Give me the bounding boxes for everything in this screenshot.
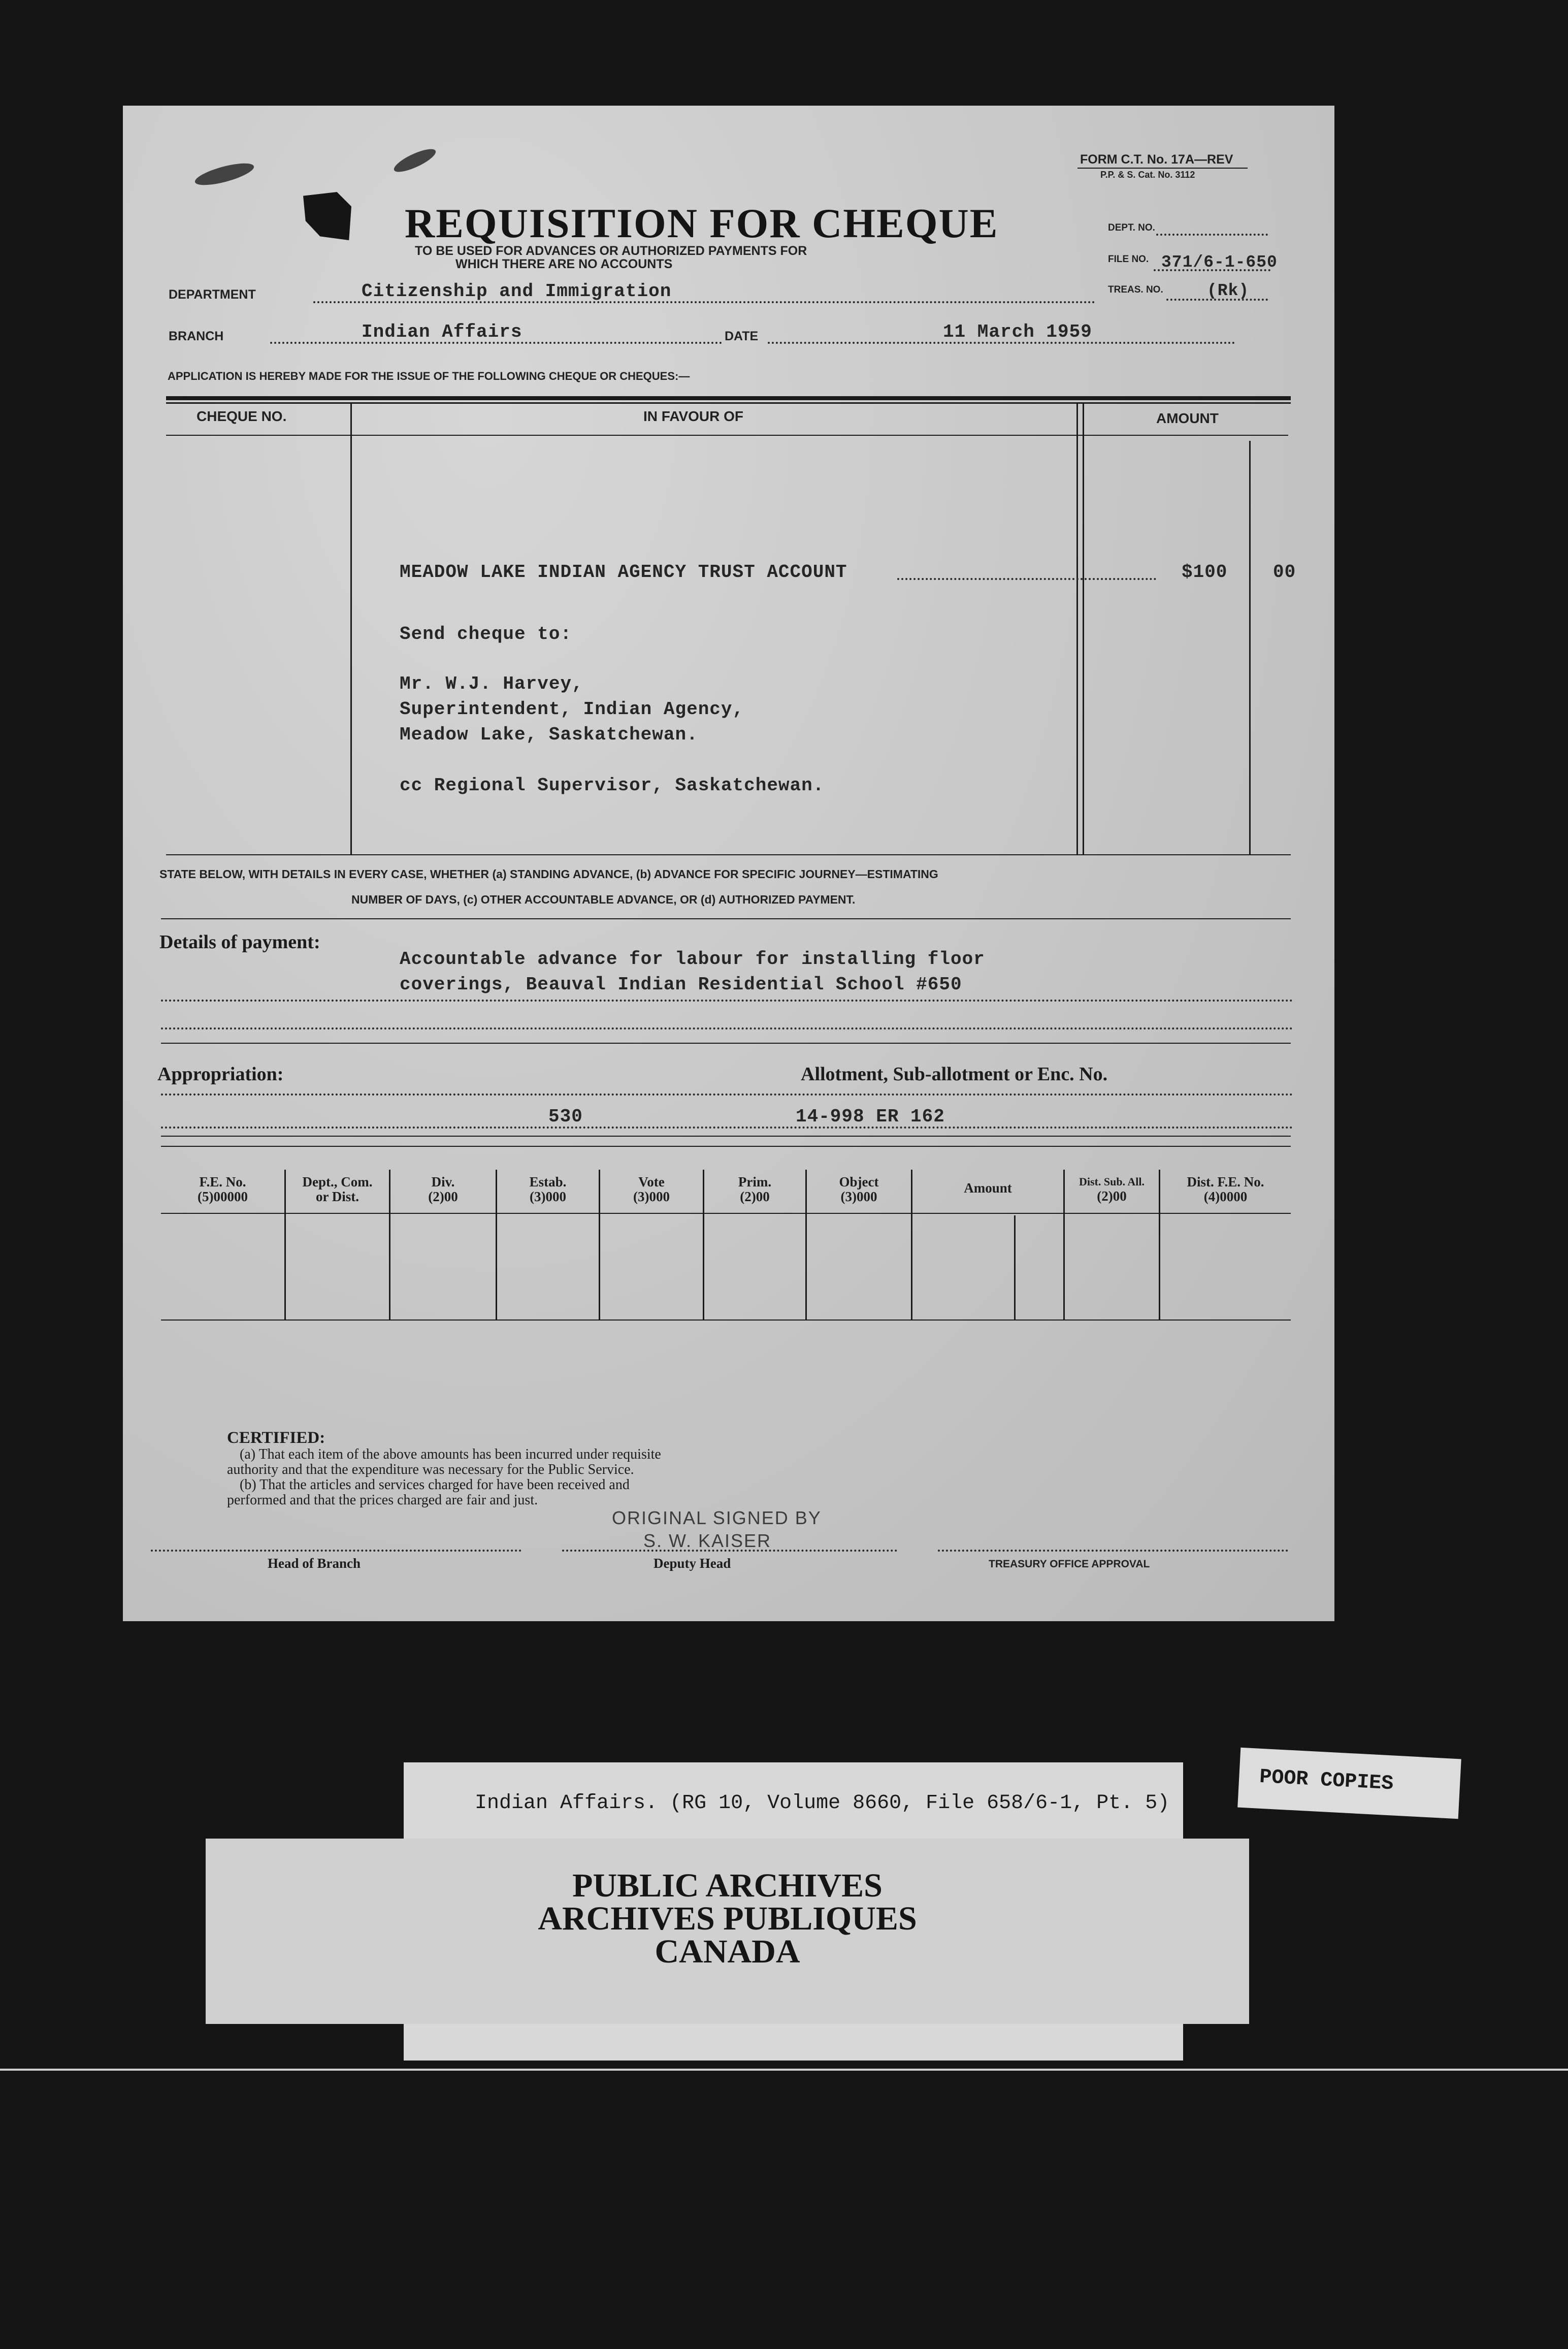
film-edge-line [0,2069,1568,2071]
details-line-2: coverings, Beauval Indian Residential School #650 [400,974,962,995]
address-line-3: Meadow Lake, Saskatchewan. [400,724,698,745]
col-divider [350,402,352,854]
coding-header-rule [161,1213,1291,1214]
requisition-form-paper [123,106,1334,1621]
ink-smudge [391,145,439,176]
public-archives-label [206,1839,1249,2024]
table-bottom-rule [166,854,1291,855]
head-of-branch-line [151,1550,521,1552]
treas-no-value: (Rk) [1207,281,1250,300]
coding-col-dept-com: Dept., Com. or Dist. [302,1174,373,1204]
form-number: FORM C.T. No. 17A—REV [1080,152,1233,167]
table-top-rule [166,396,1291,400]
col-amount: AMOUNT [1156,410,1219,426]
department-value: Citizenship and Immigration [362,281,672,302]
department-label: DEPARTMENT [169,287,256,302]
treas-no-label: TREAS. NO. [1108,284,1163,295]
file-no-value: 371/6-1-650 [1161,253,1278,272]
appropriation-line [161,1093,1293,1096]
form-title: REQUISITION FOR CHEQUE [405,200,999,246]
coding-col-fe-no: F.E. No. (5)00000 [198,1174,248,1204]
coding-col-amount: Amount [964,1180,1012,1196]
branch-label: BRANCH [169,329,224,343]
branch-value: Indian Affairs [362,321,522,342]
coding-col-div: Div. (2)00 [428,1174,458,1204]
appropriation-label: Appropriation: [157,1064,284,1085]
coding-col-object: Object (3)000 [839,1174,879,1204]
divider [161,918,1291,919]
punch-hole [303,192,351,240]
treasury-line [938,1550,1288,1552]
archive-line-2: ARCHIVES PUBLIQUES [538,1900,917,1937]
coding-divider [1014,1215,1016,1320]
details-line-1: Accountable advance for labour for installing floor [400,949,985,970]
head-of-branch-label: Head of Branch [268,1556,361,1571]
cc-line: cc Regional Supervisor, Saskatchewan. [400,775,825,796]
file-no-label: FILE NO. [1108,254,1149,265]
details-line [161,1027,1293,1029]
payee-name: MEADOW LAKE INDIAN AGENCY TRUST ACCOUNT [400,562,847,583]
form-subtitle-2: WHICH THERE ARE NO ACCOUNTS [455,257,673,271]
header-rule [166,435,1288,436]
signed-stamp-line-1: ORIGINAL SIGNED BY [612,1507,822,1528]
date-label: DATE [725,329,759,343]
treas-no-line [1166,299,1268,301]
col-divider [1076,402,1078,854]
coding-col-prim: Prim. (2)00 [738,1174,772,1204]
appropriation-line [161,1127,1293,1129]
allotment-label: Allotment, Sub-allotment or Enc. No. [801,1064,1108,1085]
certified-b-1: (b) That the articles and services charged for have been received and [240,1477,630,1493]
details-line [161,1000,1293,1002]
dept-no-line [1156,234,1268,236]
certified-a-2: authority and that the expenditure was necessary for the Public Service. [227,1462,634,1477]
archive-line-1: PUBLIC ARCHIVES [572,1867,883,1904]
poor-copies-text: POOR COPIES [1259,1765,1394,1796]
instructions-line-2: NUMBER OF DAYS, (c) OTHER ACCOUNTABLE ADVANCE, OR (d) AUTHORIZED PAYMENT. [351,893,856,906]
address-line-1: Mr. W.J. Harvey, [400,673,583,694]
coding-col-vote: Vote (3)000 [633,1174,670,1204]
col-divider [1083,402,1084,854]
divider [1077,168,1248,169]
divider [161,1136,1291,1137]
amount-dollars: $100 [1182,562,1228,583]
send-to-label: Send cheque to: [400,624,572,645]
divider [161,1043,1291,1044]
col-divider [1249,441,1251,854]
coding-col-estab: Estab. (3)000 [529,1174,567,1204]
coding-bottom-rule [161,1320,1291,1321]
date-value: 11 March 1959 [943,321,1092,342]
deputy-head-label: Deputy Head [654,1556,731,1571]
coding-col-dist-fe-no: Dist. F.E. No. (4)0000 [1187,1174,1264,1204]
label-bottom-strip [404,2024,1183,2061]
coding-table [161,1165,1291,1322]
table-top-rule-thin [166,402,1291,404]
amount-cents: 00 [1273,562,1296,583]
form-sub-number: P.P. & S. Cat. No. 3112 [1100,170,1195,180]
certified-a-1: (a) That each item of the above amounts has been incurred under requisite [240,1446,661,1462]
form-subtitle-1: TO BE USED FOR ADVANCES OR AUTHORIZED PAYMENTS FOR [415,244,807,258]
certified-b-2: performed and that the prices charged are fair and just. [227,1492,538,1508]
allotment-value: 14-998 ER 162 [796,1106,945,1127]
certified-title: CERTIFIED: [227,1429,325,1447]
col-in-favour: IN FAVOUR OF [643,408,744,424]
treasury-approval-label: TREASURY OFFICE APPROVAL [989,1558,1150,1570]
divider [161,1146,1291,1147]
application-text: APPLICATION IS HEREBY MADE FOR THE ISSUE OF THE FOLLOWING CHEQUE OR CHEQUES:— [168,370,690,382]
address-line-2: Superintendent, Indian Agency, [400,699,744,720]
instructions-line-1: STATE BELOW, WITH DETAILS IN EVERY CASE, WHETHER (a) STANDING ADVANCE, (b) ADVANCE FOR SPECIFIC JOURNEY—ESTIMATING [159,867,938,881]
col-cheque-no: CHEQUE NO. [197,408,287,424]
appropriation-value: 530 [548,1106,583,1127]
dept-no-label: DEPT. NO. [1108,222,1155,233]
archive-line-3: CANADA [655,1933,800,1970]
file-no-line [1154,269,1270,271]
poor-copies-label [1237,1748,1461,1819]
ink-smudge [193,159,256,189]
signed-stamp-line-2: S. W. KAISER [643,1530,772,1551]
reference-text: Indian Affairs. (RG 10, Volume 8660, File 658/6-1, Pt. 5) [475,1792,1170,1815]
deputy-head-line [562,1550,897,1552]
payee-leader [897,578,1156,580]
coding-col-dist-sub-all: Dist. Sub. All. (2)00 [1079,1175,1145,1204]
details-label: Details of payment: [159,931,320,953]
